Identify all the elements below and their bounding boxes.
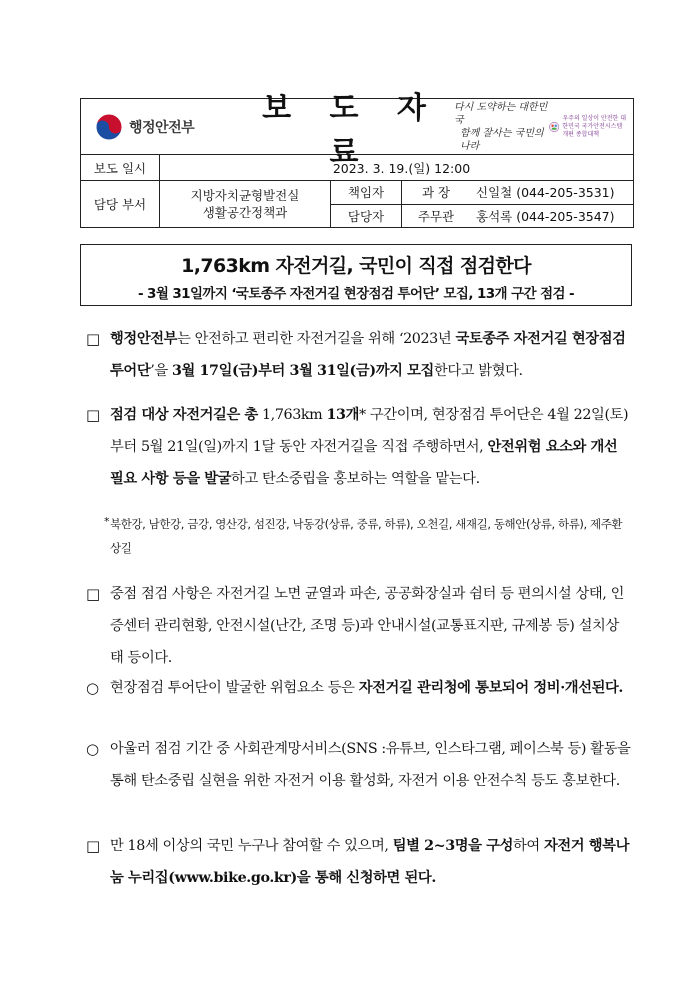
circle-bullet: ○	[86, 740, 99, 758]
contact-row	[331, 204, 633, 228]
paragraph-text	[110, 399, 632, 495]
department-line-2: 생활공간정책과	[202, 205, 288, 220]
ministry-name: 행정안전부	[129, 119, 195, 136]
contact-name-phone: 신일철 (044-205-3531)	[476, 185, 615, 201]
slogan	[454, 101, 549, 153]
taegeuk-icon	[95, 113, 123, 141]
department-row	[81, 181, 633, 227]
footnote-marker: *	[104, 515, 110, 528]
department-line-1: 지방자치균형발전실	[190, 188, 300, 203]
text-span: 하고 탄소중립을 홍보하는 역할을 맡는다.	[231, 471, 480, 487]
release-date-row	[81, 155, 633, 181]
campaign-emblem	[549, 114, 633, 140]
text-span: 는 안전하고 편리한 자전거길을 위해 ‘2023년	[177, 331, 456, 347]
paragraph-text: 중점 점검 사항은 자전거길 노면 균열과 파손, 공공화장실과 쉼터 등 편의시설 상태, 인증센터 관리현황, 안전시설(난간, 조명 등)과 안내시설(교통표지판, 규제봉 등) 설치상태 등이다.	[110, 586, 624, 666]
text-span: 한다고 밝혔다.	[433, 363, 523, 379]
text-span: 현장점검 투어단이 발굴한 위험요소 등은	[110, 680, 359, 696]
text-span: ’을	[150, 363, 172, 379]
text-span: 점검 대상 자전거길은 총	[110, 407, 258, 423]
paragraph-text	[110, 830, 632, 894]
text-span: 13개	[326, 407, 359, 423]
contact-position: 주무관	[417, 208, 455, 224]
paragraph-inspection-scope	[86, 399, 632, 495]
text-span: 하여	[512, 838, 544, 854]
circle-bullet: ○	[86, 679, 99, 697]
square-bullet: □	[86, 837, 100, 855]
text-span: 자전거 행복나눔 누리집(www.bike.go.kr)을 통해 신청하면 된다.	[110, 838, 629, 886]
paragraph-text: 아울러 점검 기간 중 사회관계망서비스(SNS :유튜브, 인스타그램, 페이스북 등) 활동을 통해 탄소중립 실현을 위한 자전거 이용 활성화, 자전거 이용 안전수칙 등도 홍보한다.	[110, 741, 631, 789]
text-span: 안전위험 요소와 개선 필요 사항 등을 발굴	[110, 439, 618, 487]
text-span: 팀별 2~3명을 구성	[392, 838, 513, 854]
paragraph-hazard-report	[86, 672, 632, 704]
text-span: 만 18세 이상의 국민 누구나 참여할 수 있으며,	[110, 838, 393, 854]
ministry-logo	[81, 113, 240, 141]
contact-role: 책임자	[331, 181, 402, 204]
paragraph-sns-promotion	[86, 733, 632, 797]
text-span: 행정안전부	[110, 331, 178, 347]
square-bullet: □	[86, 330, 100, 348]
paragraph-check-items	[86, 578, 632, 674]
contact-role: 담당자	[331, 205, 402, 228]
release-date-value: 2023. 3. 19.(일) 12:00	[332, 160, 471, 176]
text-span: 1,763km	[257, 407, 327, 423]
text-span: 3월 17일(금)부터 3월 31일(금)까지 모집	[171, 363, 434, 379]
paragraph-how-to-apply	[86, 830, 632, 894]
paragraph-text	[110, 672, 632, 704]
campaign-emblem-icon	[549, 114, 559, 140]
text-span: 국토종주 자전거길 현장점검 투어단	[110, 331, 626, 379]
square-bullet: □	[86, 406, 100, 424]
paragraph-recruitment	[86, 323, 632, 387]
contact-name-phone: 홍석록 (044-205-3547)	[476, 208, 615, 224]
department-name	[160, 181, 331, 227]
text-span: * 구간이며, 현장점검 투어단은 4월 22일(토)부터 5월 21일(일)까지 1달 동안 자전거길을 직접 주행하면서,	[110, 407, 629, 455]
release-date-label: 보도 일시	[81, 155, 160, 180]
contacts	[331, 181, 633, 227]
footnote-route-list	[104, 512, 630, 560]
headline-subtitle: - 3월 31일까지 ‘국토종주 자전거길 현장점검 투어단’ 모집, 13개 구간 점검 -	[137, 286, 575, 302]
square-bullet: □	[86, 585, 100, 603]
headline-title: 1,763km 자전거길, 국민이 직접 점검한다	[181, 255, 531, 277]
text-span: 자전거길 관리청에 통보되어 정비·개선된다.	[358, 680, 623, 696]
contact-position: 과 장	[421, 185, 451, 201]
paragraph-text	[110, 323, 632, 387]
campaign-emblem-text: 우주의 일상이 안전한 대한민국 국가안전시스템 개편 종합대책	[562, 114, 627, 138]
slogan-line-1: 다시 도약하는 대한민국	[454, 101, 548, 126]
document-title: 보 도 자 료	[262, 90, 440, 170]
headline-box	[80, 244, 632, 306]
contact-row	[331, 181, 633, 204]
slogan-line-2: 함께 잘사는 국민의 나라	[460, 127, 544, 152]
press-release-header	[80, 90, 634, 228]
footnote-text: 북한강, 남한강, 금강, 영산강, 섬진강, 낙동강(상류, 중류, 하류), 오천길, 새재길, 동해안(상류, 하류), 제주환상길	[110, 517, 623, 555]
department-label: 담당 부서	[81, 181, 160, 227]
